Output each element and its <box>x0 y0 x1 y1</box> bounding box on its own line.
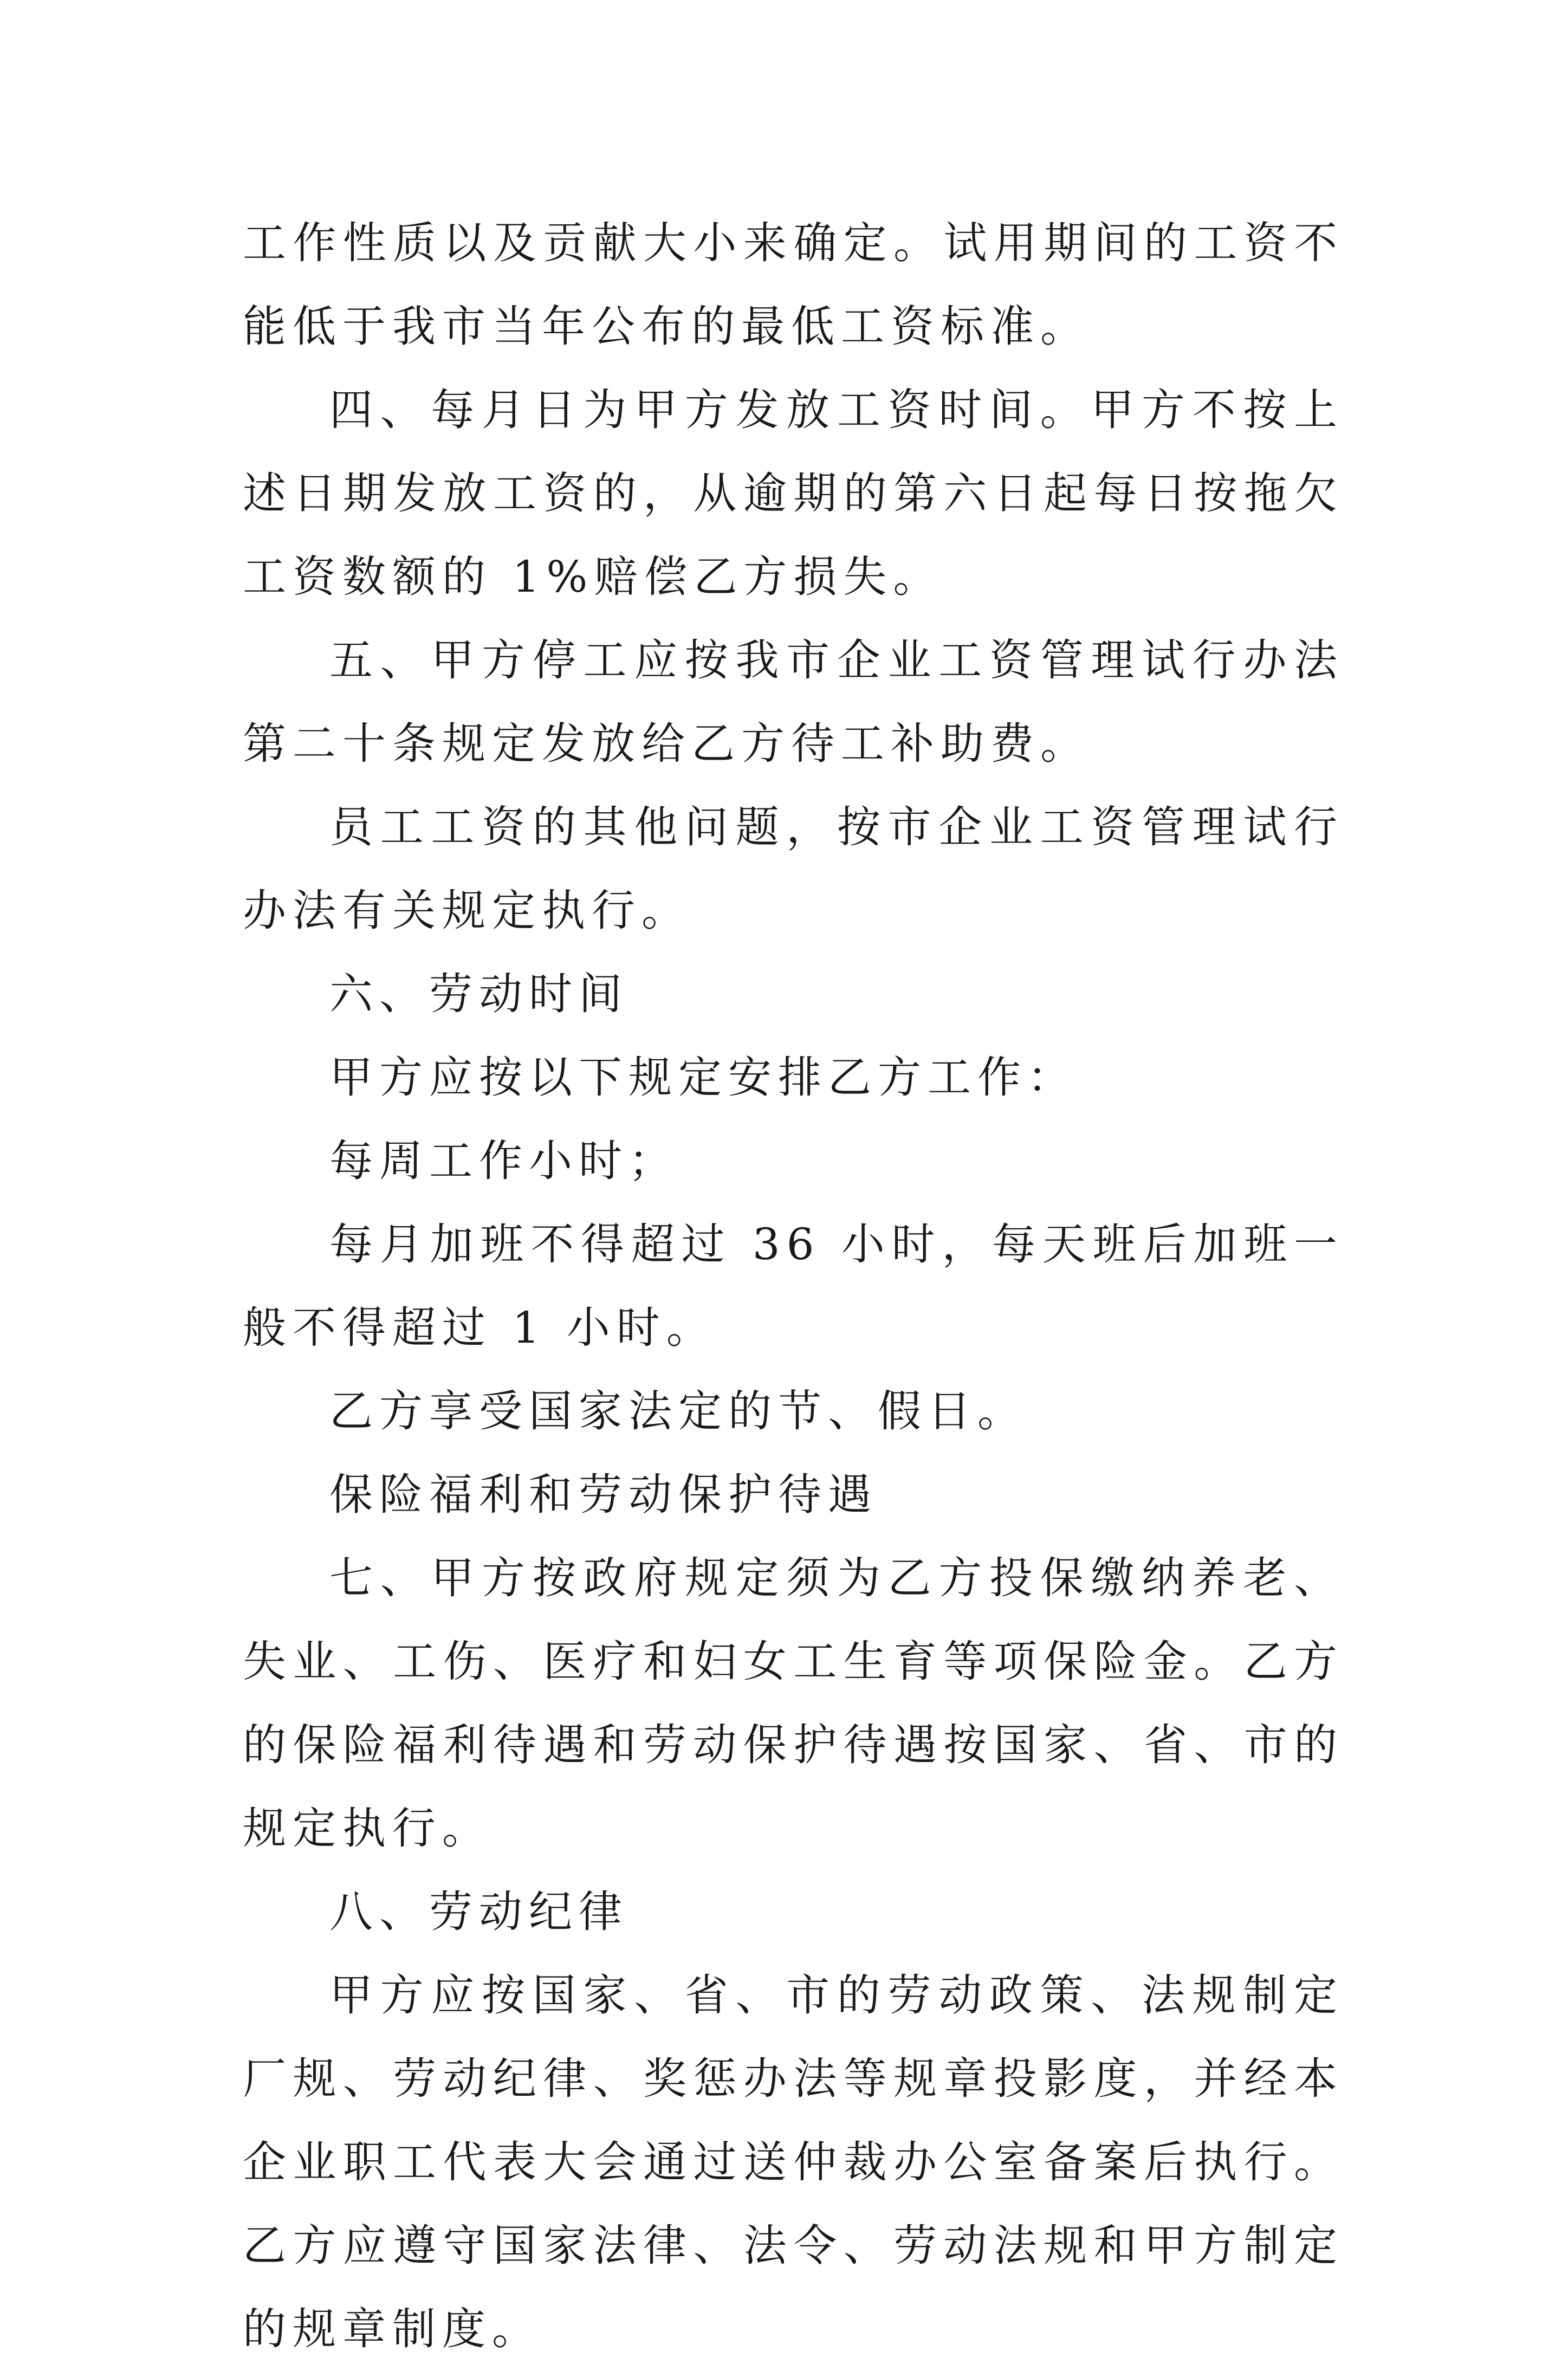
paragraph-salary-standard: 工作性质以及贡献大小来确定。试用期间的工资不能低于我市当年公布的最低工资标准。 <box>243 218 1344 352</box>
paragraph-clause-7: 七、甲方按政府规定须为乙方投保缴纳养老、失业、工伤、医疗和妇女工生育等项保险金。乙方的保险福利待遇和劳动保护待遇按国家、省、市的规定执行。 <box>243 1553 1344 1854</box>
paragraph-clause-5: 五、甲方停工应按我市企业工资管理试行办法第二十条规定发放给乙方待工补助费。 <box>243 635 1344 769</box>
paragraph-labor-discipline: 甲方应按国家、省、市的劳动政策、法规制定厂规、劳动纪律、奖惩办法等规章投影度，并经本企业职工代表大会通过送仲裁办公室备案后执行。乙方应遵守国家法律、法令、劳动法规和甲方制定的规章制度。 <box>243 1970 1344 2354</box>
document-body <box>243 202 1344 2371</box>
paragraph-overtime-limit: 每月加班不得超过 36 小时，每天班后加班一般不得超过 1 小时。 <box>243 1219 1344 1353</box>
paragraph-work-arrangement: 甲方应按以下规定安排乙方工作： <box>329 1052 1077 1103</box>
paragraph-other-salary-issues: 员工工资的其他问题，按市企业工资管理试行办法有关规定执行。 <box>243 802 1344 936</box>
heading-insurance-welfare: 保险福利和劳动保护待遇 <box>329 1469 878 1520</box>
paragraph-holidays: 乙方享受国家法定的节、假日。 <box>329 1386 1027 1436</box>
heading-clause-6: 六、劳动时间 <box>329 969 629 1019</box>
heading-clause-8: 八、劳动纪律 <box>329 1887 629 1937</box>
paragraph-weekly-hours: 每周工作小时； <box>329 1136 678 1186</box>
paragraph-clause-4: 四、每月日为甲方发放工资时间。甲方不按上述日期发放工资的，从逾期的第六日起每日按拖欠工资数额的 1%赔偿乙方损失。 <box>243 385 1344 602</box>
